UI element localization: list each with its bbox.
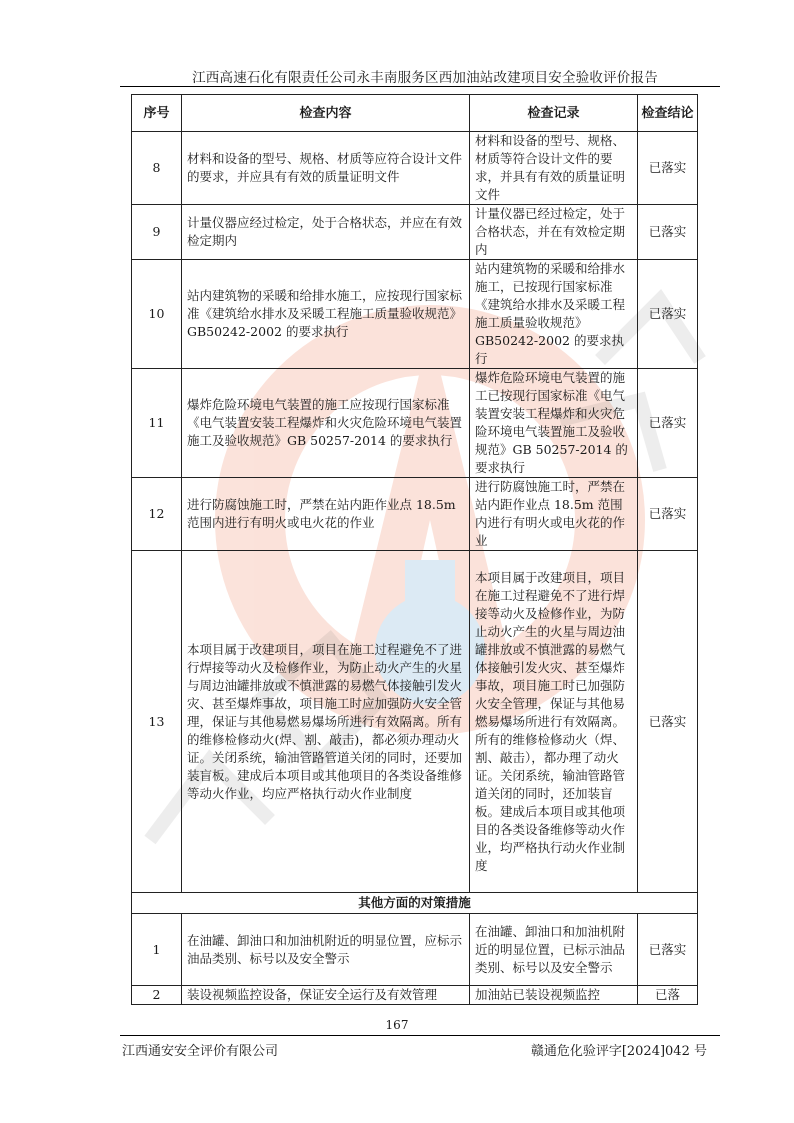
row-record: 本项目属于改建项目，项目在施工过程避免不了进行焊接等动火及检修作业，为防止动火产生的火星与周边油罐排放或不慎泄露的易燃气体接触引发火灾、甚至爆炸事故，项目施工时已加强防火安全管理，保证与其他易燃易爆场所进行有效隔离。所有的维修检修动火（焊、割、敲击），都办理了动火证。关闭系统，输油管路管道关闭的同时，还加装盲板。建成后本项目或其他项目的各类设备维修等动火作业，均严格执行动火作业制度 [470, 551, 638, 893]
row-record: 进行防腐蚀施工时，严禁在站内距作业点 18.5m 范围内进行有明火或电火花的作业 [470, 478, 638, 551]
row-number: 1 [132, 914, 182, 986]
row-result: 已落实 [638, 478, 698, 551]
row-record: 加油站已装设视频监控 [470, 986, 638, 1005]
row-content: 本项目属于改建项目，项目在施工过程避免不了进行焊接等动火及检修作业，为防止动火产生的火星与周边油罐排放或不慎泄露的易燃气体接触引发火灾、甚至爆炸事故，项目施工时应加强防火安全管理，保证与其他易燃易爆场所进行有效隔离。所有的维修检修动火(焊、割、敲击)，都必须办理动火证。关闭系统，输油管路管道关闭的同时，还要加装盲板。建成后本项目或其他项目的各类设备维修等动火作业，均应严格执行动火作业制度 [182, 551, 470, 893]
row-content: 站内建筑物的采暖和给排水施工，应按现行国家标准《建筑给水排水及采暖工程施工质量验收规范》GB50242-2002 的要求执行 [182, 260, 470, 369]
section-header-row [132, 893, 698, 914]
footer-divider [120, 1035, 720, 1036]
row-result: 已落实 [638, 551, 698, 893]
row-result: 已落实 [638, 132, 698, 205]
row-result: 已落实 [638, 205, 698, 260]
row-number: 8 [132, 132, 182, 205]
table-header-row [132, 95, 698, 132]
column-header-result: 检查结论 [638, 95, 698, 132]
table-row [132, 132, 698, 205]
row-content: 计量仪器应经过检定，处于合格状态，并应在有效检定期内 [182, 205, 470, 260]
row-number: 13 [132, 551, 182, 893]
column-header-no: 序号 [132, 95, 182, 132]
table-row [132, 260, 698, 369]
row-content: 材料和设备的型号、规格、材质等应符合设计文件的要求，并应具有有效的质量证明文件 [182, 132, 470, 205]
page-header-title: 江西高速石化有限责任公司永丰南服务区西加油站改建项目安全验收评价报告 [192, 70, 658, 86]
header-divider [120, 86, 720, 87]
row-result: 已落实 [638, 914, 698, 986]
row-record: 站内建筑物的采暖和给排水施工，已按现行国家标准《建筑给水排水及采暖工程施工质量验收规范》GB50242-2002 的要求执行 [470, 260, 638, 369]
row-record: 爆炸危险环境电气装置的施工已按现行国家标准《电气装置安装工程爆炸和火灾危险环境电气装置施工及验收规范》GB 50257-2014 的要求执行 [470, 369, 638, 478]
row-content: 在油罐、卸油口和加油机附近的明显位置，应标示油品类别、标号以及安全警示 [182, 914, 470, 986]
row-record: 计量仪器已经过检定，处于合格状态，并在有效检定期内 [470, 205, 638, 260]
table-row [132, 914, 698, 986]
page-number: 167 [385, 1018, 409, 1032]
row-record: 在油罐、卸油口和加油机附近的明显位置，已标示油品类别、标号以及安全警示 [470, 914, 638, 986]
table-row [132, 551, 698, 893]
section-title: 其他方面的对策措施 [132, 893, 698, 914]
row-content: 爆炸危险环境电气装置的施工应按现行国家标准《电气装置安装工程爆炸和火灾危险环境电气装置施工及验收规范》GB 50257-2014 的要求执行 [182, 369, 470, 478]
table-row [132, 369, 698, 478]
row-record: 材料和设备的型号、规格、材质等符合设计文件的要求，并具有有效的质量证明文件 [470, 132, 638, 205]
row-content: 进行防腐蚀施工时，严禁在站内距作业点 18.5m 范围内进行有明火或电火花的作业 [182, 478, 470, 551]
row-result: 已落实 [638, 260, 698, 369]
column-header-record: 检查记录 [470, 95, 638, 132]
footer-company: 江西通安安全评价有限公司 [122, 1044, 279, 1059]
footer-doc-number: 赣通危化验评字[2024]042 号 [530, 1044, 707, 1059]
row-result: 已落实 [638, 369, 698, 478]
row-number: 2 [132, 986, 182, 1005]
inspection-table [131, 94, 698, 1005]
row-content: 装设视频监控设备，保证安全运行及有效管理 [182, 986, 470, 1005]
table-row [132, 478, 698, 551]
row-number: 10 [132, 260, 182, 369]
row-number: 12 [132, 478, 182, 551]
table-row [132, 986, 698, 1005]
column-header-content: 检查内容 [182, 95, 470, 132]
row-number: 11 [132, 369, 182, 478]
table-row [132, 205, 698, 260]
row-number: 9 [132, 205, 182, 260]
row-result: 已落 [638, 986, 698, 1005]
